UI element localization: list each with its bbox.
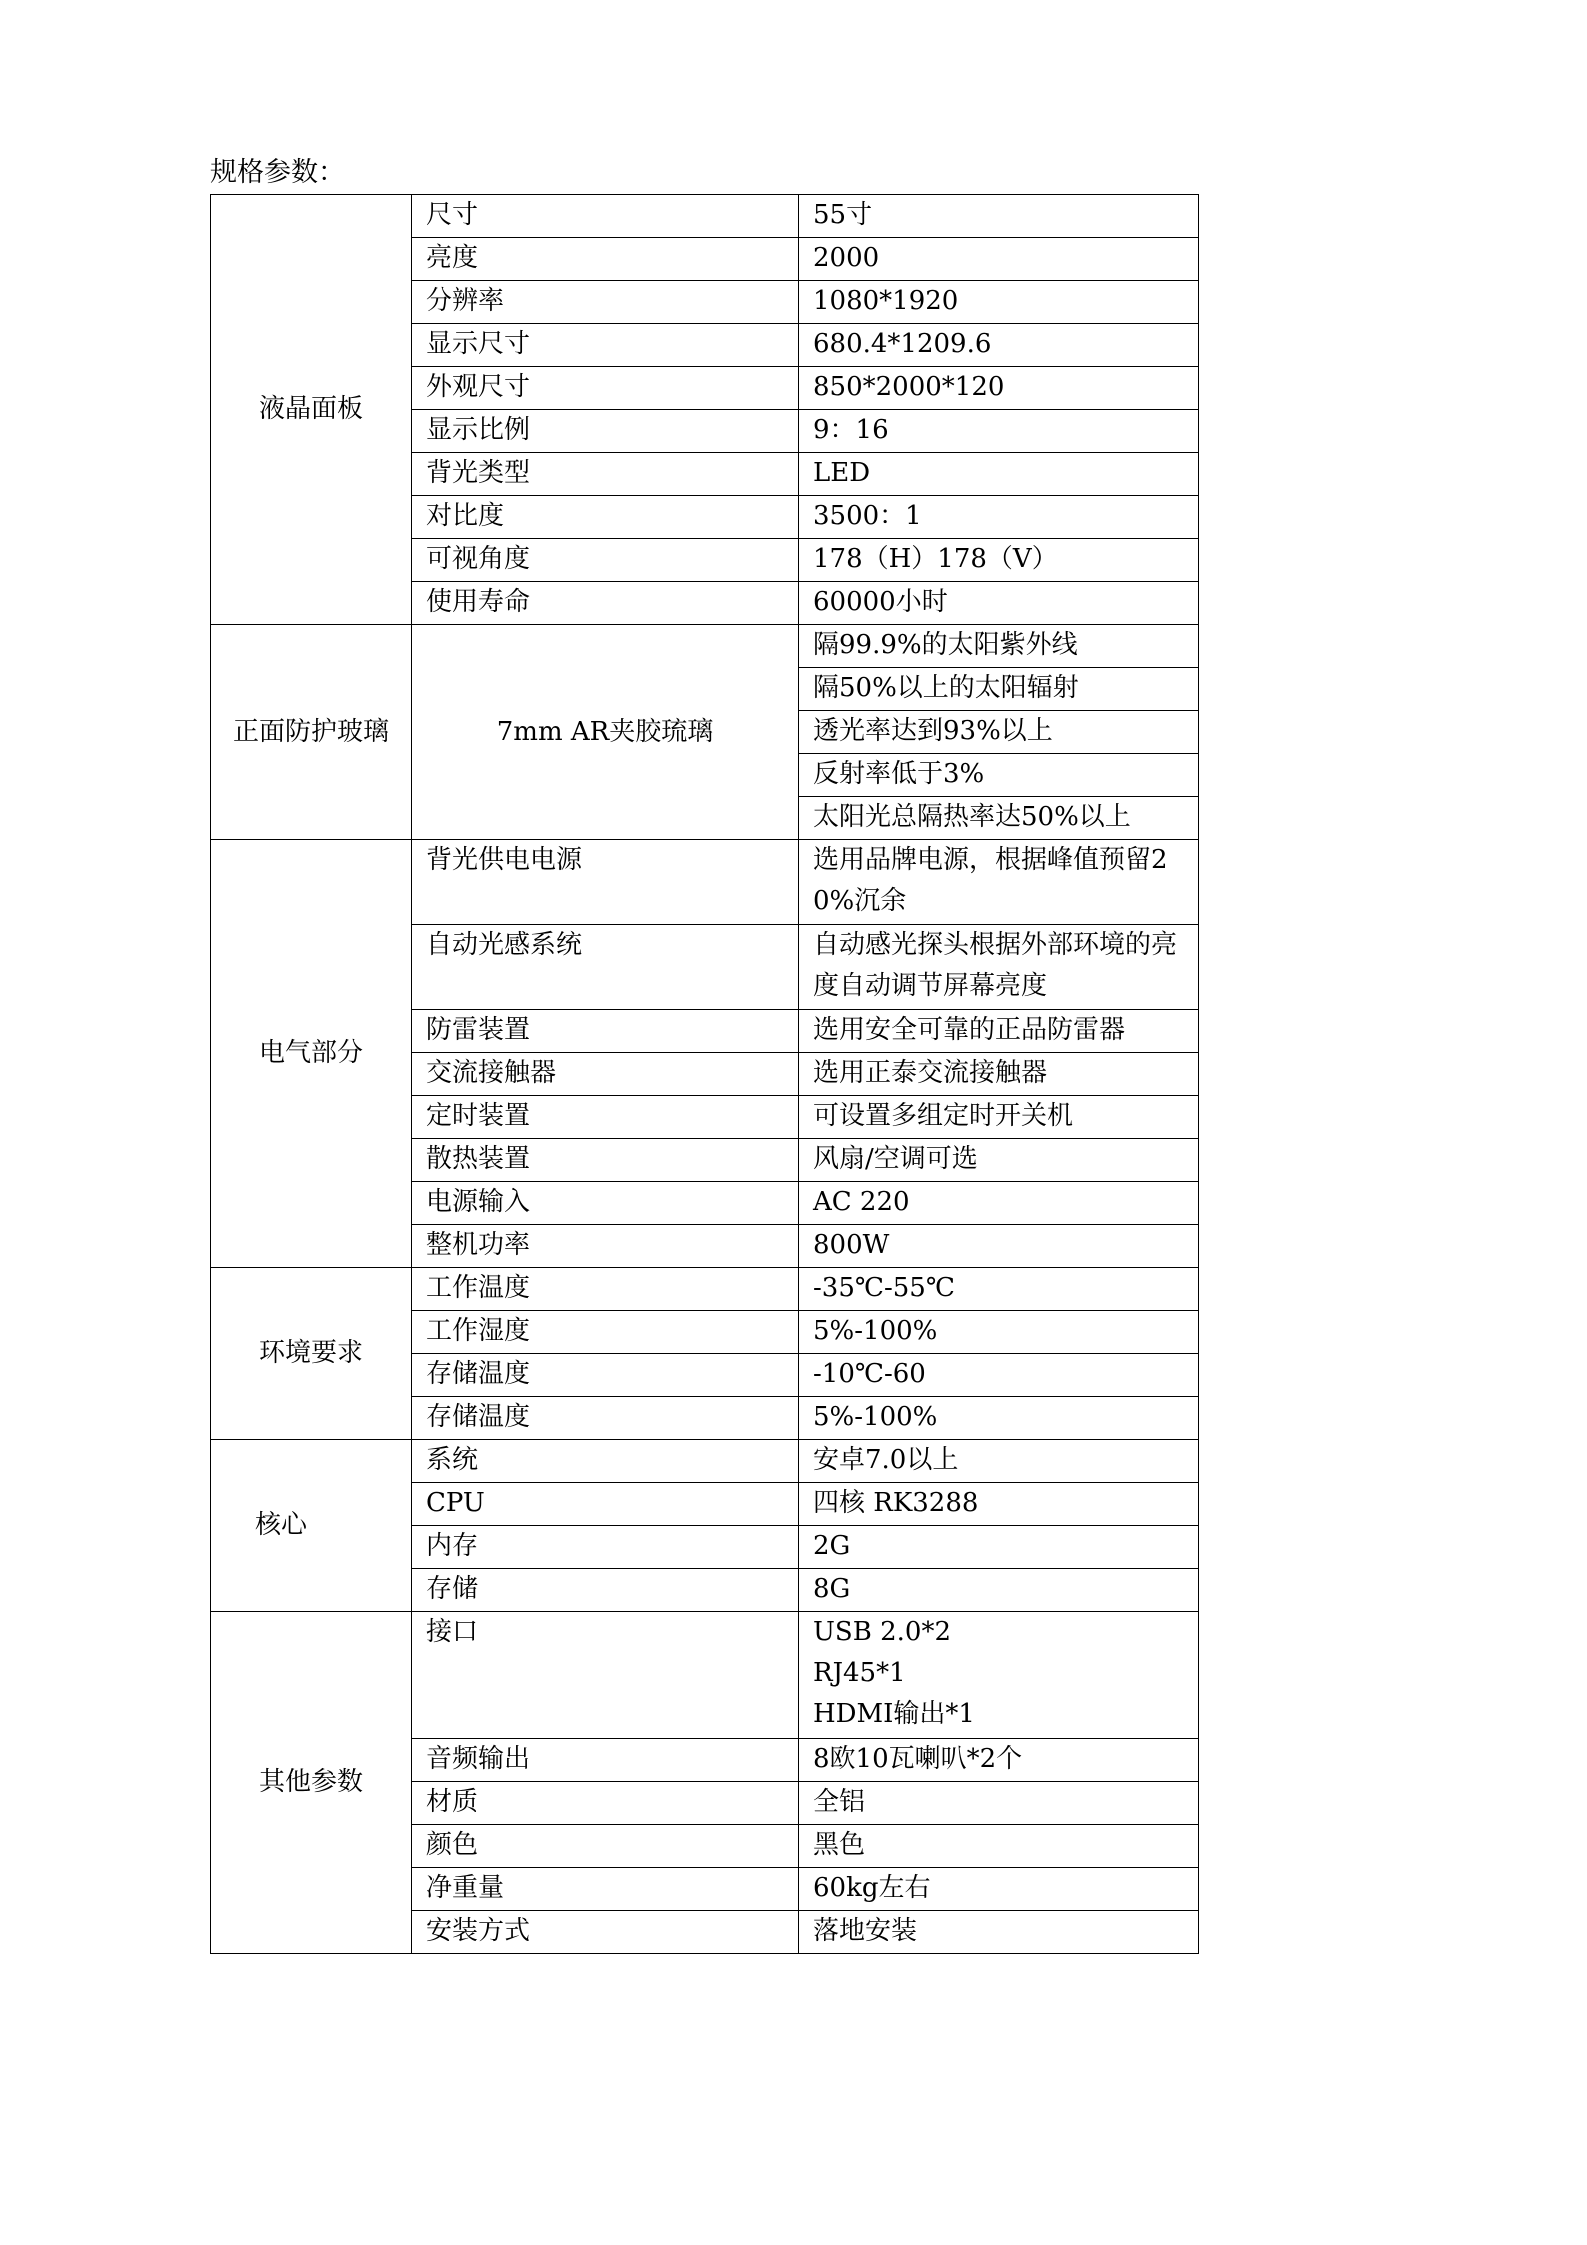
category-glass: 正面防护玻璃 bbox=[211, 625, 412, 840]
param-label: 对比度 bbox=[412, 496, 799, 539]
param-value: 680.4*1209.6 bbox=[799, 324, 1199, 367]
param-label: 7mm AR夹胶琉璃 bbox=[412, 625, 799, 840]
param-label: 系统 bbox=[412, 1440, 799, 1483]
param-value: 全铝 bbox=[799, 1782, 1199, 1825]
param-label: 音频输出 bbox=[412, 1739, 799, 1782]
param-label: 外观尺寸 bbox=[412, 367, 799, 410]
param-label: 分辨率 bbox=[412, 281, 799, 324]
param-label: 存储温度 bbox=[412, 1354, 799, 1397]
param-label: 交流接触器 bbox=[412, 1053, 799, 1096]
param-value: RJ45*1 bbox=[813, 1658, 906, 1688]
param-value: LED bbox=[799, 453, 1199, 496]
param-label: 显示尺寸 bbox=[412, 324, 799, 367]
param-label: 颜色 bbox=[412, 1825, 799, 1868]
param-value: 反射率低于3% bbox=[799, 754, 1199, 797]
param-value: 8G bbox=[799, 1569, 1199, 1612]
param-value: 可设置多组定时开关机 bbox=[799, 1096, 1199, 1139]
param-value: 5%-100% bbox=[799, 1311, 1199, 1354]
param-value: 透光率达到93%以上 bbox=[799, 711, 1199, 754]
param-value: -35℃-55℃ bbox=[799, 1268, 1199, 1311]
param-value: 2G bbox=[799, 1526, 1199, 1569]
param-label: 工作温度 bbox=[412, 1268, 799, 1311]
param-label: 材质 bbox=[412, 1782, 799, 1825]
param-label: 亮度 bbox=[412, 238, 799, 281]
param-value: 风扇/空调可选 bbox=[799, 1139, 1199, 1182]
param-value: 8欧10瓦喇叭*2个 bbox=[799, 1739, 1199, 1782]
param-label: 使用寿命 bbox=[412, 582, 799, 625]
param-value: 1080*1920 bbox=[799, 281, 1199, 324]
table-row bbox=[211, 1440, 1199, 1483]
table-row bbox=[211, 1268, 1199, 1311]
param-label: 存储温度 bbox=[412, 1397, 799, 1440]
param-label: 安装方式 bbox=[412, 1911, 799, 1954]
param-label: 显示比例 bbox=[412, 410, 799, 453]
param-value: 9：16 bbox=[799, 410, 1199, 453]
param-value: HDMI输出*1 bbox=[813, 1699, 975, 1729]
param-value: AC 220 bbox=[799, 1182, 1199, 1225]
param-value: -10℃-60 bbox=[799, 1354, 1199, 1397]
param-value: 隔99.9%的太阳紫外线 bbox=[799, 625, 1199, 668]
param-value: 选用安全可靠的正品防雷器 bbox=[799, 1010, 1199, 1053]
param-label: 接口 bbox=[412, 1612, 799, 1739]
category-environment: 环境要求 bbox=[211, 1268, 412, 1440]
param-label: 电源输入 bbox=[412, 1182, 799, 1225]
param-value: 选用品牌电源，根据峰值预留20%沉余 bbox=[799, 840, 1199, 925]
param-label: 工作湿度 bbox=[412, 1311, 799, 1354]
param-label: 整机功率 bbox=[412, 1225, 799, 1268]
param-label: 自动光感系统 bbox=[412, 925, 799, 1010]
param-value: 55寸 bbox=[799, 195, 1199, 238]
table-row bbox=[211, 1612, 1199, 1739]
param-value: 178（H）178（V） bbox=[799, 539, 1199, 582]
param-label: CPU bbox=[412, 1483, 799, 1526]
param-value: 5%-100% bbox=[799, 1397, 1199, 1440]
param-value: 落地安装 bbox=[799, 1911, 1199, 1954]
table-row bbox=[211, 625, 1199, 668]
param-value: 黑色 bbox=[799, 1825, 1199, 1868]
param-label: 防雷装置 bbox=[412, 1010, 799, 1053]
param-label: 背光供电电源 bbox=[412, 840, 799, 925]
param-label: 背光类型 bbox=[412, 453, 799, 496]
param-value: 选用正泰交流接触器 bbox=[799, 1053, 1199, 1096]
param-value: 3500：1 bbox=[799, 496, 1199, 539]
param-value: 800W bbox=[799, 1225, 1199, 1268]
param-label: 定时装置 bbox=[412, 1096, 799, 1139]
param-label: 散热装置 bbox=[412, 1139, 799, 1182]
param-value: 隔50%以上的太阳辐射 bbox=[799, 668, 1199, 711]
param-value: 安卓7.0以上 bbox=[799, 1440, 1199, 1483]
param-value: 太阳光总隔热率达50%以上 bbox=[799, 797, 1199, 840]
param-value: USB 2.0*2 bbox=[813, 1617, 951, 1647]
param-label: 内存 bbox=[412, 1526, 799, 1569]
param-label: 存储 bbox=[412, 1569, 799, 1612]
param-value: 60000小时 bbox=[799, 582, 1199, 625]
category-core: 核心 bbox=[211, 1440, 412, 1612]
table-row bbox=[211, 195, 1199, 238]
category-electrical: 电气部分 bbox=[211, 840, 412, 1268]
param-label: 可视角度 bbox=[412, 539, 799, 582]
param-label: 尺寸 bbox=[412, 195, 799, 238]
param-value: 自动感光探头根据外部环境的亮度自动调节屏幕亮度 bbox=[799, 925, 1199, 1010]
param-label: 净重量 bbox=[412, 1868, 799, 1911]
param-value: 2000 bbox=[799, 238, 1199, 281]
table-row bbox=[211, 840, 1199, 925]
category-lcd: 液晶面板 bbox=[211, 195, 412, 625]
param-value: 850*2000*120 bbox=[799, 367, 1199, 410]
param-value: 四核 RK3288 bbox=[799, 1483, 1199, 1526]
category-other: 其他参数 bbox=[211, 1612, 412, 1954]
spec-heading: 规格参数： bbox=[210, 157, 345, 188]
param-value-list bbox=[799, 1612, 1199, 1739]
param-value: 60kg左右 bbox=[799, 1868, 1199, 1911]
spec-table bbox=[210, 194, 1199, 1954]
